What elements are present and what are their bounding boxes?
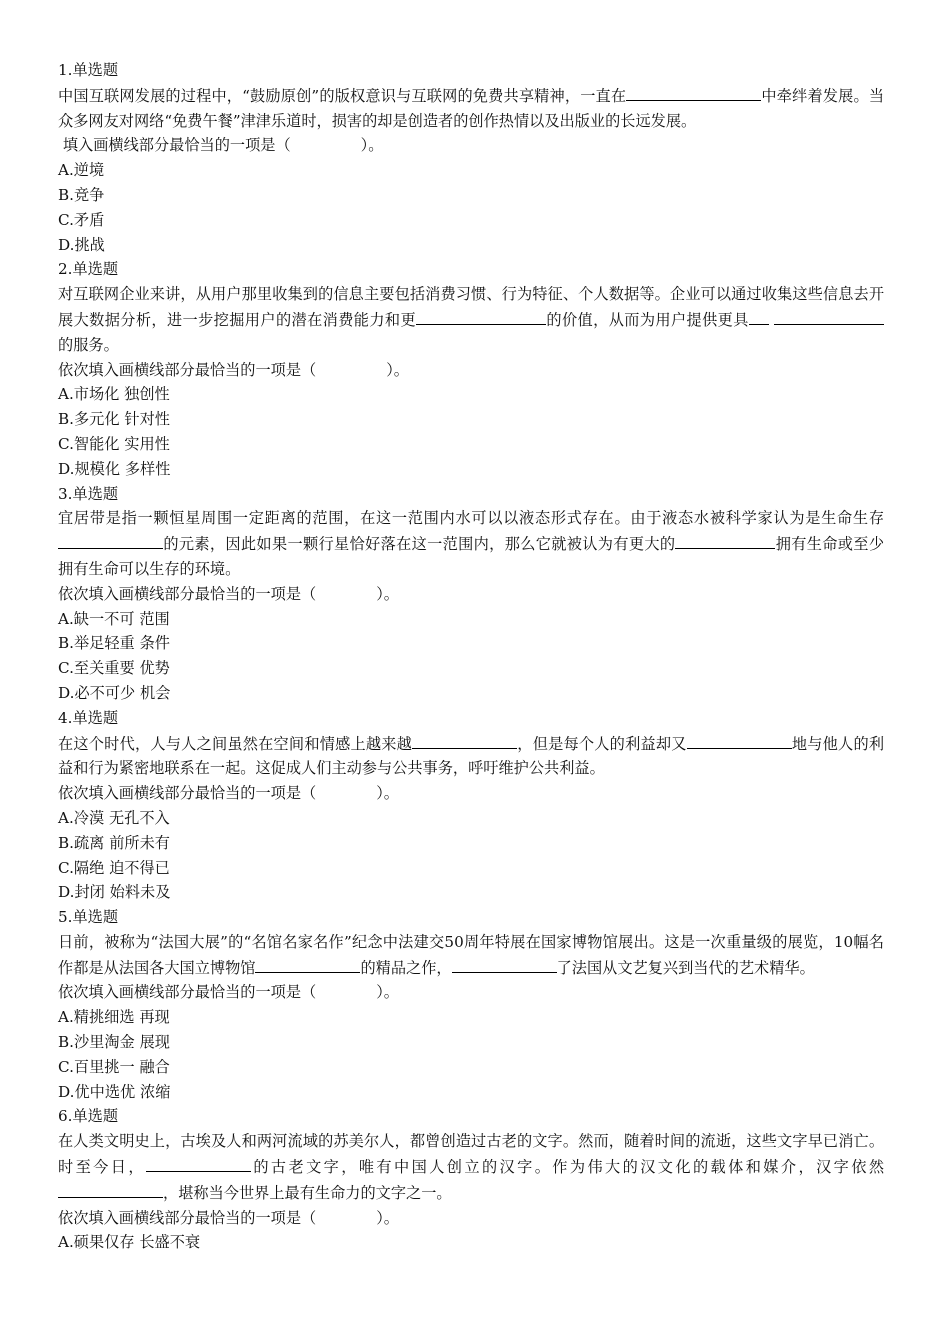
- option-d[interactable]: D.必不可少 机会: [58, 683, 171, 702]
- question-prompt: 依次填入画横线部分最恰当的一项是（ ）。: [58, 360, 409, 379]
- question-prompt: 依次填入画横线部分最恰当的一项是（ ）。: [58, 584, 399, 603]
- option-b[interactable]: B.疏离 前所未有: [58, 833, 170, 852]
- option-d[interactable]: D.封闭 始料未及: [58, 883, 171, 902]
- question-stem: 对互联网企业来讲，从用户那里收集到的信息主要包括消费习惯、行为特征、个人数据等。企业可以通过收集这些信息去开展大数据分析，进一步挖掘用户的潜在消费能力和更 的价值，从而为用户提供更具 的服务。: [58, 285, 884, 354]
- question-4: [58, 706, 884, 905]
- option-c[interactable]: C.智能化 实用性: [58, 434, 170, 453]
- option-c[interactable]: C.矛盾: [58, 210, 105, 229]
- question-prompt: 依次填入画横线部分最恰当的一项是（ ）。: [58, 1208, 399, 1227]
- question-1: [58, 58, 884, 257]
- option-b[interactable]: B.多元化 针对性: [58, 410, 170, 429]
- question-3: [58, 482, 884, 706]
- option-d[interactable]: D.规模化 多样性: [58, 459, 171, 478]
- option-a[interactable]: A.精挑细选 再现: [58, 1008, 170, 1027]
- question-title: 5.单选题: [58, 908, 119, 927]
- question-prompt: 填入画横线部分最恰当的一项是（ ）。: [62, 136, 384, 155]
- question-stem: 在这个时代，人与人之间虽然在空间和情感上越来越 ，但是每个人的利益却又 地与他人的利益和行为紧密地联系在一起。这促成人们主动参与公共事务，呼吁维护公共利益。: [58, 731, 884, 782]
- answer-blank: [412, 731, 517, 749]
- option-a[interactable]: A.市场化 独创性: [58, 385, 170, 404]
- question-2: [58, 257, 884, 481]
- answer-blank: [146, 1154, 251, 1172]
- question-prompt: 依次填入画横线部分最恰当的一项是（ ）。: [58, 983, 399, 1002]
- option-a[interactable]: A.缺一不可 范围: [58, 609, 170, 628]
- option-b[interactable]: B.举足轻重 条件: [58, 634, 170, 653]
- option-a[interactable]: A.硕果仅存 长盛不衰: [58, 1233, 201, 1252]
- answer-blank: [452, 955, 557, 973]
- question-title: 2.单选题: [58, 260, 119, 279]
- answer-blank: [687, 731, 792, 749]
- answer-blank: [675, 531, 775, 549]
- question-title: 1.单选题: [58, 61, 119, 79]
- answer-blank: [626, 83, 761, 101]
- option-d[interactable]: D.挑战: [58, 235, 105, 254]
- option-c[interactable]: C.隔绝 迫不得已: [58, 858, 170, 877]
- option-b[interactable]: B.沙里淘金 展现: [58, 1033, 170, 1052]
- option-c[interactable]: C.百里挑一 融合: [58, 1057, 170, 1076]
- option-b[interactable]: B.竞争: [58, 185, 105, 204]
- option-d[interactable]: D.优中选优 浓缩: [58, 1082, 171, 1101]
- answer-blank: [416, 307, 546, 325]
- option-a[interactable]: A.逆境: [58, 161, 105, 180]
- question-stem: 在人类文明史上，古埃及人和两河流域的苏美尔人，都曾创造过古老的文字。然而，随着时间的流逝，这些文字早已消亡。时至今日， 的古老文字，唯有中国人创立的汉字。作为伟大的汉文化的载体和媒介，汉字依然，堪称当今世界上最有生命力的文字之一。: [58, 1132, 885, 1202]
- answer-blank: [58, 1180, 163, 1198]
- option-a[interactable]: A.冷漠 无孔不入: [58, 808, 170, 827]
- question-prompt: 依次填入画横线部分最恰当的一项是（ ）。: [58, 784, 399, 803]
- answer-blank: [255, 955, 360, 973]
- question-6: [58, 1104, 884, 1255]
- answer-blank: [749, 307, 769, 325]
- answer-blank: [58, 531, 163, 549]
- option-c[interactable]: C.至关重要 优势: [58, 659, 170, 678]
- question-stem: 中国互联网发展的过程中，“鼓励原创”的版权意识与互联网的免费共享精神，一直在 中牵绊着发展。当众多网友对网络“免费午餐”津津乐道时，损害的却是创造者的创作热情以及出版业的长远发展。: [58, 83, 884, 134]
- question-title: 3.单选题: [58, 484, 119, 503]
- question-stem: 日前，被称为“法国大展”的“名馆名家名作”纪念中法建交50周年特展在国家博物馆展出。这是一次重量级的展览，10幅名作都是从法国各大国立博物馆 的精品之作， 了法国从文艺复兴到当代的艺术精华。: [58, 932, 884, 977]
- question-stem: 宜居带是指一颗恒星周围一定距离的范围，在这一范围内水可以以液态形式存在。由于液态水被科学家认为是生命生存的元素，因此如果一颗行星恰好落在这一范围内，那么它就被认为有更大的 拥有生命或至少拥有生命可以生存的环境。: [58, 509, 885, 578]
- answer-blank: [774, 307, 884, 325]
- question-title: 6.单选题: [58, 1107, 119, 1126]
- question-5: [58, 905, 884, 1104]
- question-title: 4.单选题: [58, 708, 119, 727]
